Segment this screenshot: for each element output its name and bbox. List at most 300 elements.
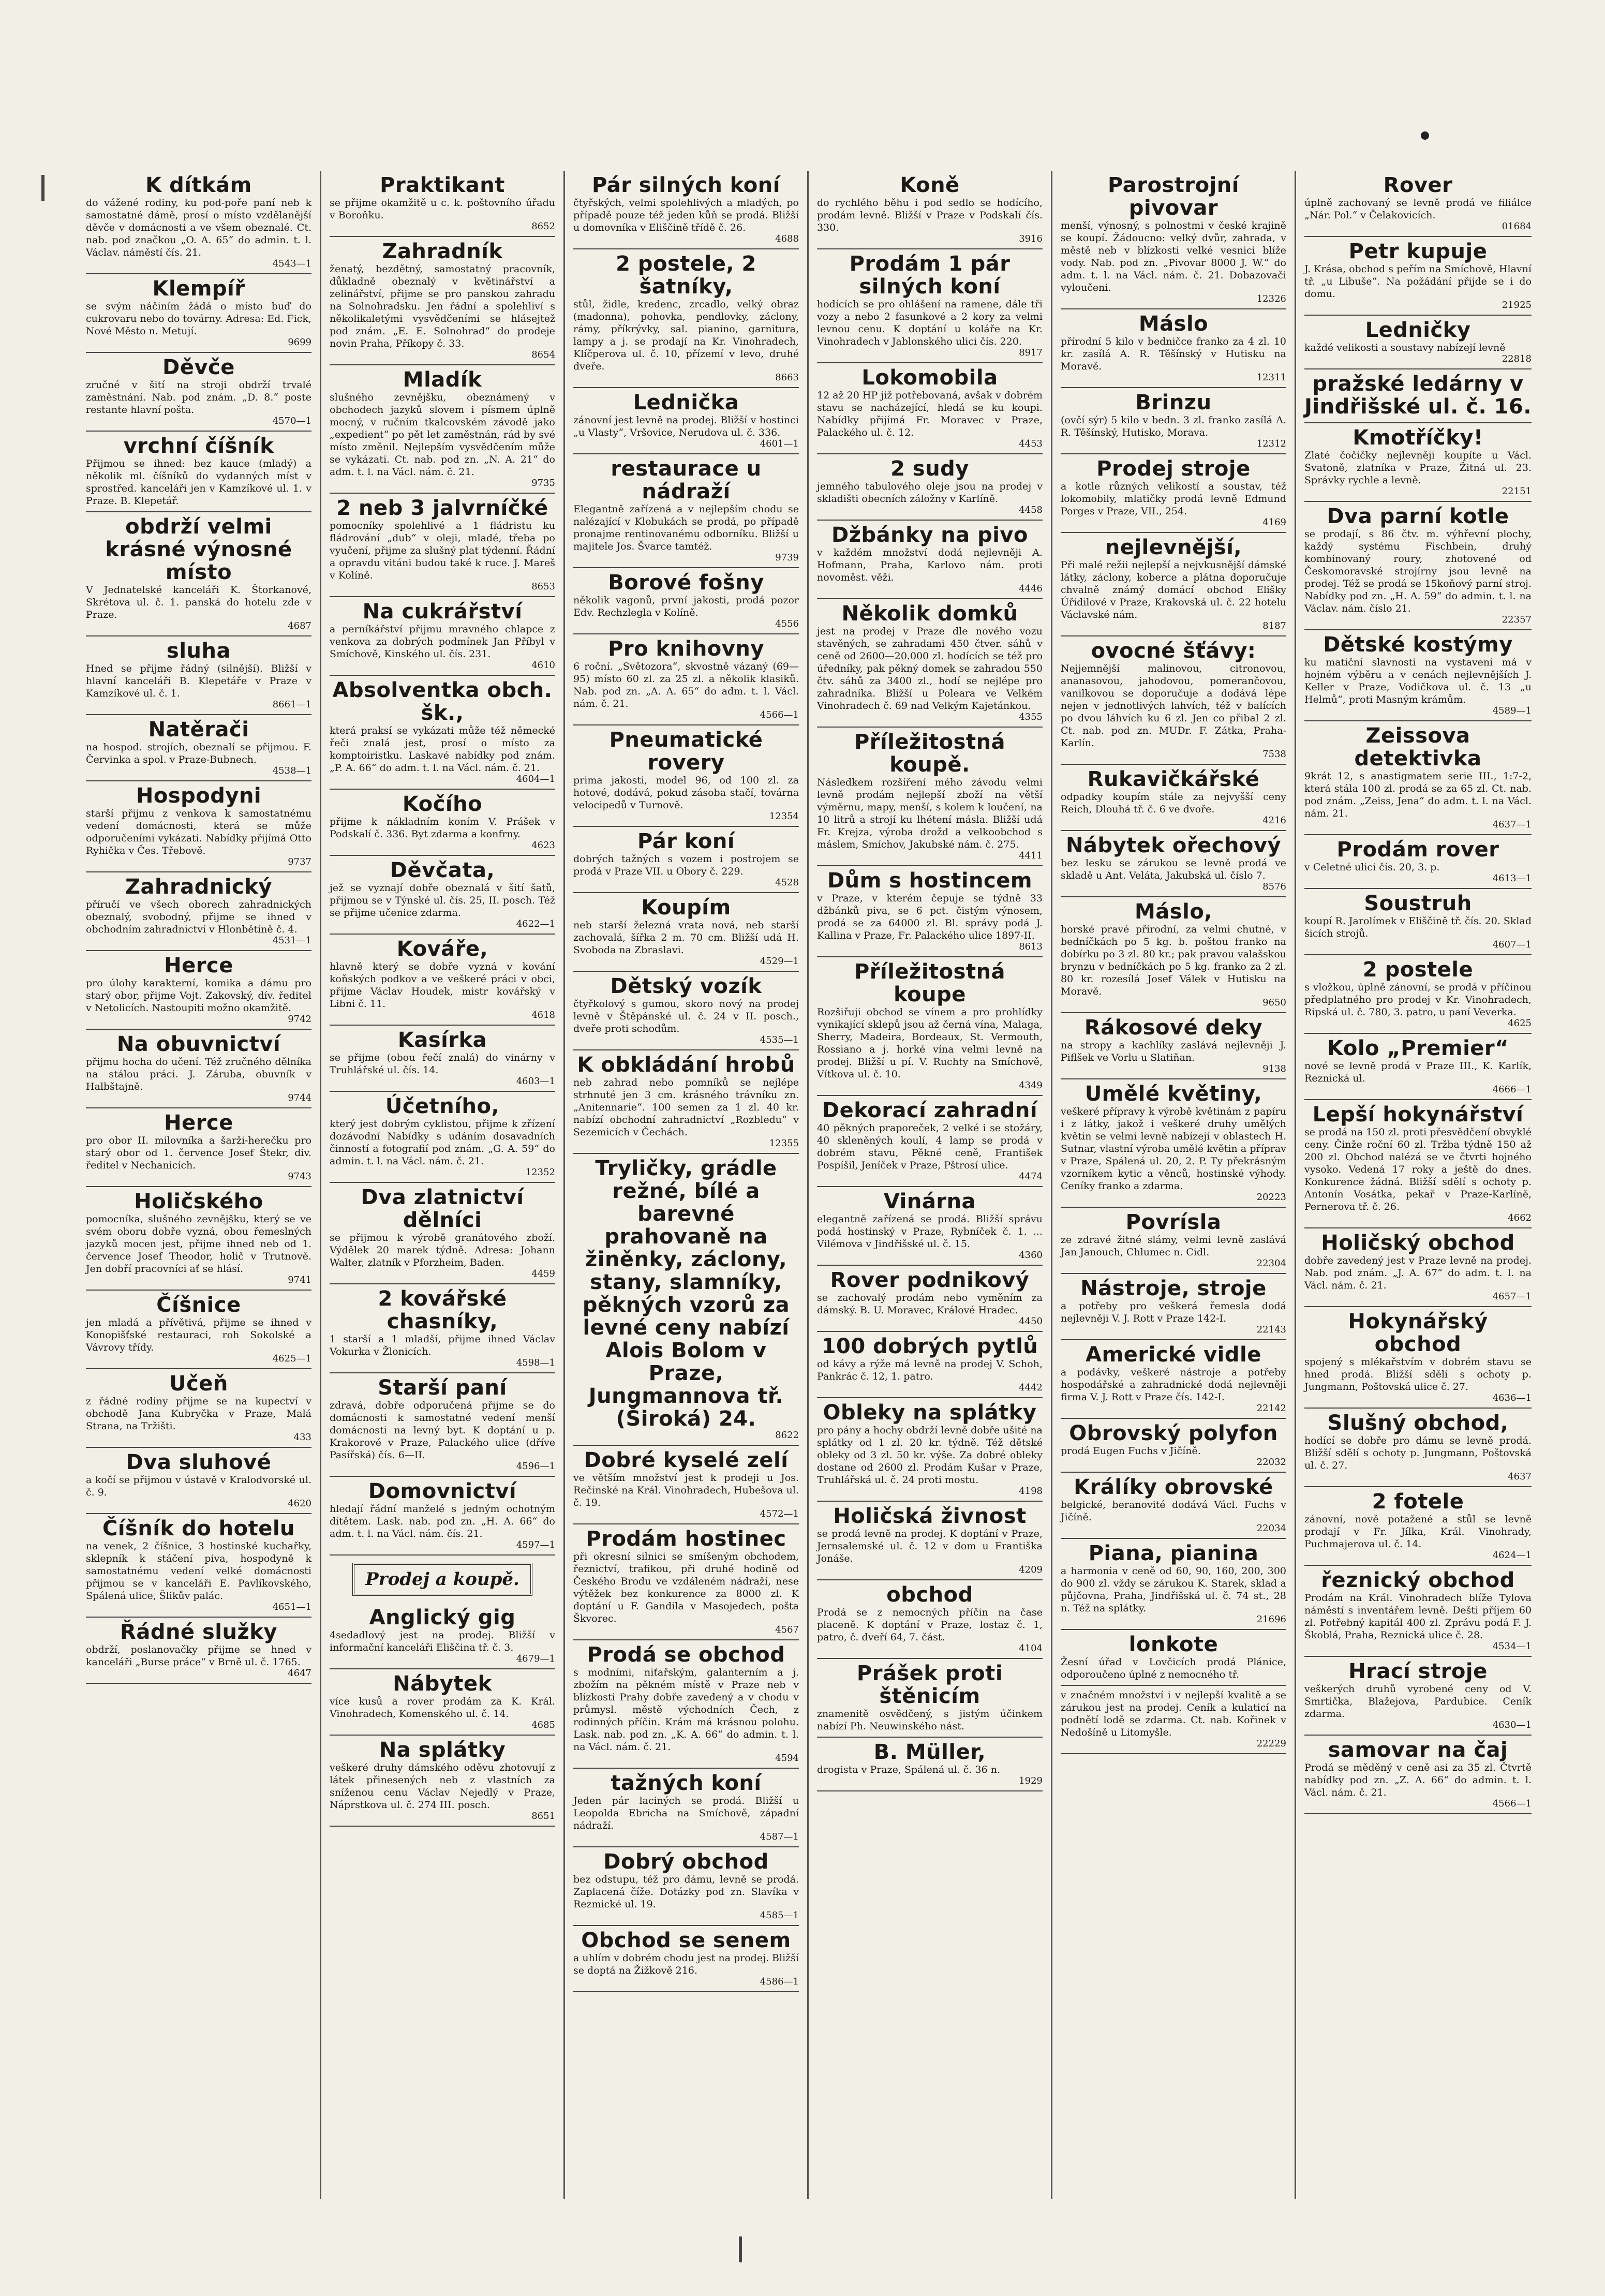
ad-headline: Prášek proti štěnicím xyxy=(856,1662,1003,1708)
classified-ad xyxy=(573,893,799,972)
ad-ref: 8622 xyxy=(775,1430,799,1441)
ad-headline: obchod xyxy=(886,1583,973,1607)
ad-headline: Parostrojní pivovar xyxy=(1108,173,1239,220)
ad-body: 6 roční. „Světozora“, skvostně vázaný (69—95) místo 60 zl. za 25 zl. a několik klasiků. Nab. pod zn. „A. A. 65“ do adm. t. l. Václ. nám. č. 21. xyxy=(573,661,799,709)
ad-body: která praksí se vykázati může též německé řeči znalá jest, prosí o místo za komptoiristku. Laskavé nabídky pod znám. „P. A. 66“ do adm. t. l. na Václ. nám. č. 21. xyxy=(330,725,555,774)
ad-headline: 2 sudy xyxy=(890,457,969,481)
classified-ad xyxy=(86,1514,311,1618)
ad-ref: 4613—1 xyxy=(1492,873,1532,884)
ad-body: s vložkou, úplně zánovní, se prodá v příčinou předplatného pro prodej v Kr. Vinohradech, Ripská ul. č. 780, 3. patro, u paní Veverka. xyxy=(1304,982,1532,1018)
ad-headline: Prodej stroje xyxy=(1096,457,1251,481)
ad-ref: 4685 xyxy=(531,1720,555,1730)
ad-ref: 21925 xyxy=(1502,300,1532,310)
ad-headline: Obchod se senem xyxy=(581,1929,791,1952)
ad-headline: Lepší hokynářství xyxy=(1312,1103,1524,1127)
ad-headline: Rover xyxy=(1383,173,1453,197)
classified-ad xyxy=(573,1640,799,1769)
classified-ad xyxy=(86,715,311,781)
ad-body: veškeré přípravy k výrobě květinám z papíru i z látky, jakož i veškeré druhy umělých květin se velmi levně nabízejí v oblastech H. Sutnar, vlastní výroba umělé květin a příprav v Praze, Spálená ul. 20, 2. P. Ty překrásným vzorníkem kytic a věnců, hostinské výhody. Ceníky franko a zdarma. xyxy=(1061,1106,1286,1192)
ad-ref: 4596—1 xyxy=(516,1461,555,1472)
ad-body: starší přijmu z venkova k samostatnému vedení domácnosti, která se může odporučeními vykázati. Nabídky přijímá Otto Ryhička v Čes. Třebově. xyxy=(86,808,311,856)
classified-ad xyxy=(573,972,799,1050)
ad-ref: 4104 xyxy=(1019,1643,1043,1654)
ad-body: čtyřkolový s gumou, skoro nový na prodej levně v Štěpánské ul. č. 24 v II. posch., dveře proti schodům. xyxy=(573,998,799,1034)
ad-body: na venek, 2 číšnice, 3 hostinské kuchařky, sklepník k stáčení piva, hospodyně k samostatnému vedení velké domácnosti přijmou se v kanceláři E. Pavlíkovského, Spálená ulice, Šlikův palác. xyxy=(86,1540,311,1602)
classified-ad xyxy=(86,171,311,274)
ad-ref: 4570—1 xyxy=(272,416,311,426)
ad-ref: 4598—1 xyxy=(516,1357,555,1368)
ad-headline: Prodám 1 pár silných koní xyxy=(849,252,1010,299)
classified-ad xyxy=(573,1769,799,1847)
ad-body: v Praze, v kterém čepuje se týdně 33 džbánků piva, se 6 pct. čistým výnosem, prodá se za 64000 zl. Bl. správy podá J. Kallina v Praze, Fr. Palackého ulice 1897-II. xyxy=(817,893,1043,941)
classified-ad xyxy=(1061,533,1286,636)
ad-ref: 8187 xyxy=(1262,620,1286,631)
ad-body: koupí R. Jarolímek v Eliščině tř. čís. 20. Sklad šicích strojů. xyxy=(1304,915,1532,939)
ad-headline: Piana, pianina xyxy=(1088,1542,1259,1565)
ad-body: přijmu hocha do učení. Též zručného dělníka na stálou práci. J. Záruba, obuvník v Halbštajně. xyxy=(86,1056,311,1092)
ad-ref: 4531—1 xyxy=(272,935,311,946)
ad-ref: 12311 xyxy=(1256,372,1286,383)
classified-ad xyxy=(86,872,311,951)
columns xyxy=(78,171,1542,2199)
classified-ad xyxy=(573,1926,799,1992)
ad-headline: Absolventka obch. šk., xyxy=(332,678,553,725)
classified-ad xyxy=(330,365,555,494)
ad-ref: 8661—1 xyxy=(272,699,311,710)
ad-headline: Holičského xyxy=(134,1190,263,1213)
classified-ad xyxy=(1304,171,1532,237)
classified-ad xyxy=(330,1669,555,1736)
classified-ad xyxy=(1304,1409,1532,1487)
ad-headline: K dítkám xyxy=(145,173,252,197)
ad-ref: 4534—1 xyxy=(1492,1641,1532,1652)
ad-headline: Herce xyxy=(164,954,233,977)
ad-headline: Anglický gig xyxy=(369,1606,516,1630)
classified-ad xyxy=(1304,1100,1532,1228)
ad-body: na stropy a kachlíky zaslává nejlevněji J. Piflšek ve Vorlu u Slatiňan. xyxy=(1061,1040,1286,1063)
ad-body: do rychlého běhu i pod sedlo se hodícího, prodám levně. Bližší v Praze v Podskalí čís. 330. xyxy=(817,197,1043,233)
classified-ad xyxy=(86,951,311,1030)
ad-headline: Obrovský polyfon xyxy=(1069,1421,1278,1445)
classified-ad xyxy=(330,494,555,597)
ad-headline: Mladík xyxy=(403,368,482,392)
ad-body: a uhlím v dobrém chodu jest na prodej. Bližší se doptá na Žižkově 216. xyxy=(573,1952,799,1976)
classified-ad xyxy=(1061,1340,1286,1419)
ad-body: hodících se pro ohlášení na ramene, dále tři vozy a nebo 2 fasunkové a 2 kory za velmi levnou cenu. K doptání u koláře na Kr. Vinohradech v Jablonského ulici čís. 220. xyxy=(817,299,1043,347)
ad-body: pro obor II. milovníka a šarži-herečku pro starý obor od 1. července Josef Štekr, div. ředitel v Nechanicích. xyxy=(86,1135,311,1171)
ad-ref: 4538—1 xyxy=(272,765,311,776)
ad-headline: Kolo „Premier“ xyxy=(1327,1036,1509,1060)
ad-ref: 4623 xyxy=(531,840,555,851)
ad-ref: 22304 xyxy=(1256,1258,1286,1269)
ad-body: odpadky koupím stále za nejvyšší ceny Reich, Dlouhá tř. č. 6 ve dvoře. xyxy=(1061,791,1286,815)
ad-headline: pražské ledárny v Jindřišské ul. č. 16. xyxy=(1304,372,1532,419)
ad-headline: B. Müller, xyxy=(873,1740,986,1764)
classified-ad xyxy=(573,1524,799,1640)
classified-ad xyxy=(330,1026,555,1092)
ad-headline: Klempíř xyxy=(152,277,245,301)
ad-body: se přijme okamžitě u c. k. poštovního úřadu v Boroňku. xyxy=(330,197,555,221)
ad-ref: 4618 xyxy=(531,1010,555,1020)
classified-ad xyxy=(1304,955,1532,1034)
ad-body: Prodá se měděný v ceně asi za 35 zl. Čtvrtě nabídky pod zn. „Z. A. 66“ do admin. t. l. Václ. nám. č. 21. xyxy=(1304,1762,1532,1798)
ad-headline: Lokomobila xyxy=(861,366,998,390)
classified-ad xyxy=(330,935,555,1026)
ad-headline: Dětské kostýmy xyxy=(1323,633,1513,657)
classified-ad xyxy=(817,1580,1043,1659)
ad-headline: Tryličky, grádle režné, bílé a barevné prahovaně na žiněnky, záclony, stany, slamníky, pěkných vzorů za levné ceny nabízí Alois Bolom v Praze, Jungmannova tř. (Široká) 24. xyxy=(582,1157,790,1431)
ad-ref: 4360 xyxy=(1019,1250,1043,1261)
ad-body: pomocníky spolehlivé a 1 fládristu ku fládrování „dub“ v oleji, mladé, třeba po vyučení, přijme za slušný plat týdenní. Řádní a opravdu vitáni budou také k ruce. J. Mareš v Kolíně. xyxy=(330,520,555,581)
ad-body: obdrží, poslanovačky přijme se hned v kanceláři „Burse práce“ v Brně ul. č. 1765. xyxy=(86,1644,311,1668)
ad-ref: 12355 xyxy=(769,1138,799,1149)
ad-ref: 4637 xyxy=(1508,1471,1532,1482)
ad-body: několik vagonů, první jakosti, prodá pozor Edv. Rechzlegla v Kolíně. xyxy=(573,595,799,618)
ad-headline: obdrží velmi krásné výnosné místo xyxy=(105,515,292,584)
ad-ref: 4411 xyxy=(1019,850,1043,861)
ad-body: prima jakosti, model 96, od 100 zl. za hotové, dodává, pokud zásoba stačí, továrna velocipedů v Turnově. xyxy=(573,775,799,811)
ad-ref: 8652 xyxy=(531,221,555,232)
classified-ad xyxy=(817,866,1043,957)
classified-ad xyxy=(330,1373,555,1477)
ad-body: a perníkářství přijmu mravného chlapce z venkova za dobrých podmínek Jan Příbyl v Smíchově, Kinského ul. čís. 231. xyxy=(330,624,555,660)
classified-ad xyxy=(330,1092,555,1183)
ad-ref: 4453 xyxy=(1019,438,1043,449)
ad-headline: Kasírka xyxy=(397,1028,487,1052)
ad-ref: 4567 xyxy=(775,1624,799,1635)
ad-headline: Řádné služky xyxy=(120,1620,277,1644)
ad-headline: Starší paní xyxy=(378,1376,507,1400)
ad-ref: 4630—1 xyxy=(1492,1720,1532,1730)
ad-body: Prodá se z nemocných příčin na čase placeně. K doptání v Praze, lostaz č. 1, patro, č. dveří 64, 7. část. xyxy=(817,1607,1043,1643)
ad-headline: Dobré kyselé zelí xyxy=(584,1448,789,1472)
ad-body: ve větším množství jest k prodeji u Jos. Rečinské na Král. Vinohradech, Hubešova ul. č. 19. xyxy=(573,1472,799,1508)
ad-ref: 4446 xyxy=(1019,583,1043,594)
ad-body: se svým náčiním žádá o místo buď do cukrovaru nebo do továrny. Adresa: Ed. Fick, Nové Město n. Metují. xyxy=(86,301,311,337)
ad-ref: 01684 xyxy=(1502,221,1532,232)
ad-body: znamenitě osvědčený, s jistým účinkem nabízí Ph. Neuwinského nást. xyxy=(817,1708,1043,1732)
ad-ref: 4589—1 xyxy=(1492,705,1532,716)
ad-ref: 22143 xyxy=(1256,1324,1286,1335)
ad-body: Elegantně zařízená a v nejlepším chodu se nalézající v Klobukách se prodá, po případě pronajme rentinovanému odborníku. Bližší u majitele Jos. Švarce tamtéž. xyxy=(573,503,799,552)
classified-ad xyxy=(573,827,799,893)
ad-headline: Povrísla xyxy=(1125,1210,1222,1234)
ad-headline: Natěrači xyxy=(148,718,249,742)
ad-ref: 8613 xyxy=(1019,941,1043,952)
classified-ad xyxy=(1304,1736,1532,1814)
ad-headline: 100 dobrých pytlů xyxy=(821,1335,1038,1358)
ad-body: na hospod. strojích, obeznalí se přijmou. F. Červinka a spol. v Praze-Bubnech. xyxy=(86,742,311,765)
ad-body: 12 až 20 HP již potřebovaná, avšak v dobrém stavu se nacházející, hledá se ku koupi. Nabídky přijímá Fr. Moravec v Praze, Palackého ul. č. 12. xyxy=(817,390,1043,438)
ad-ref: 9741 xyxy=(288,1275,311,1285)
classified-ad xyxy=(1061,636,1286,765)
ad-body: pro pány a hochy obdrží levně dobře ušité na splátky od 1 zl. 20 kr. týdně. Též dětské obleky od 3 zl. 50 kr. výše. Za dobré obleky dostane od 2600 zl. Prodám Kušar v Praze, Truhlářská ul. č. 24 proti mostu. xyxy=(817,1425,1043,1486)
ad-ref: 4622—1 xyxy=(516,919,555,929)
ad-ref: 7538 xyxy=(1262,749,1286,760)
classified-ad xyxy=(573,388,799,454)
ad-ref: 4566—1 xyxy=(1492,1798,1532,1809)
ad-ref: 4442 xyxy=(1019,1382,1043,1393)
ad-headline: Číšnice xyxy=(156,1293,241,1317)
ad-headline: Vinárna xyxy=(883,1190,976,1213)
ad-headline: Děvčata, xyxy=(390,858,495,882)
ad-ref: 12326 xyxy=(1256,293,1286,304)
classified-ad xyxy=(1304,369,1532,423)
ad-ref: 4459 xyxy=(531,1268,555,1279)
ad-headline: Prodám rover xyxy=(1336,838,1499,862)
ad-body: se prodá na 150 zl. proti přesvědčení obvyklé ceny. Činže roční 60 zl. Tržba týdně 150 až 200 zl. Obchod nalézá se ve čtvrti hojného vysoko. Vedená 17 roky a ještě do dnes. Konkurence žádná. Bližší sdělí s ochoty p. Antonín Vosátka, pekař v Praze-Karlíně, Pernerova tř. č. 26. xyxy=(1304,1127,1532,1212)
ad-body: Zlaté čočičky nejlevněji koupíte u Václ. Svatoně, zlatníka v Praze, Žitná ul. 23. Správky rychle a levně. xyxy=(1304,450,1532,486)
ad-ref: 4625 xyxy=(1508,1018,1532,1029)
ad-headline: Pár koní xyxy=(637,829,735,853)
classified-ad xyxy=(573,1050,799,1154)
ad-body: a kotle různých velikostí a soustav, též lokomobily, mlatičky prodá levně Edmund Porges v Praze, VII., 254. xyxy=(1061,481,1286,517)
classified-ad xyxy=(1304,835,1532,889)
classified-ad xyxy=(817,171,1043,249)
ad-body: drogista v Praze, Spálená ul. č. 36 n. xyxy=(817,1764,1001,1775)
ad-headline: Dva parní kotle xyxy=(1327,505,1509,528)
ad-body: jen mladá a přívětivá, přijme se ihned v Konopišťské restauraci, roh Sokolské a Vávrovy třídy. xyxy=(86,1317,311,1353)
classified-ad xyxy=(330,790,555,856)
ad-headline: Dekorací zahradní xyxy=(822,1099,1038,1122)
ad-ref: 4474 xyxy=(1019,1171,1043,1182)
classified-ad xyxy=(817,599,1043,728)
ad-body: 9krát 12, s anastigmatem serie III., 1:7-2, která stála 100 zl. prodá se za 65 zl. Ct. nab. pod znám. „Zeiss, Jena“ do adm. t. l. na Václ. nám. 21. xyxy=(1304,771,1532,819)
classified-ad xyxy=(573,171,799,249)
ad-ref: 12312 xyxy=(1256,438,1286,449)
classified-ad xyxy=(1061,1630,1286,1686)
ad-body: zručné v šití na stroji obdrží trvalé zaměstnání. Nab. pod znám. „D. 8.“ poste restante hlavní pošta. xyxy=(86,379,311,416)
classified-ad xyxy=(86,1030,311,1108)
ad-ref: 4637—1 xyxy=(1492,819,1532,830)
ad-headline: řeznický obchod xyxy=(1321,1568,1515,1592)
ad-headline: Příležitostná koupe xyxy=(854,960,1006,1006)
ad-ref: 9699 xyxy=(288,337,311,348)
ad-body: který jest dobrým cyklistou, přijme k zřízení dozávodní Nabídky s udáním dosavadních činností a fotografií pod znám. „G. A. 59“ do admin. t. l. na Václ. nám. č. 21. xyxy=(330,1118,555,1167)
classified-ad xyxy=(1061,897,1286,1013)
ad-headline: Zeissova detektivka xyxy=(1354,724,1482,771)
ad-body: zdravá, dobře odporučená přijme se do domácnosti k samostatné vedení menší domácnosti na levný byt. K doptání u p. Krakorové v Praze, Palackého ulice (dříve Pasířská) čís. 6—II. xyxy=(330,1400,555,1461)
ad-body: ženatý, bezdětný, samostatný pracovník, důkladně obeznalý v květinářství a zelinářství, přijme se pro panskou zahradu na Solnohradsku. Jen řádní a spolehliví s několikaletými vysvědčeními se hlásejtež pod znám. „E. E. Solnohrad“ do prodeje novin Praha, Příkopy č. 33. xyxy=(330,263,555,349)
classified-ad xyxy=(1061,171,1286,309)
column-3 xyxy=(565,171,809,2199)
ad-headline: Kmotříčky! xyxy=(1353,426,1483,450)
column-6 xyxy=(1296,171,1540,2199)
ad-headline: Máslo, xyxy=(1135,900,1212,924)
classified-ad xyxy=(1304,1228,1532,1307)
ad-body: prodá Eugen Fuchs v Jičíně. xyxy=(1061,1445,1201,1457)
ad-headline: Nábytek ořechový xyxy=(1065,834,1282,857)
ad-body: při okresní silnici se smíšeným obchodem, řeznictví, trafikou, při druhé hodině od Českého Brodu ve vzdáleném nádraží, nese výtěžek bez konkurence za 8000 zl. K doptání u F. Gandila v Masojedech, pošta Škvorec. xyxy=(573,1551,799,1624)
classified-ad xyxy=(573,725,799,827)
ad-body: Jeden pár laciných se prodá. Bližší u Leopolda Ebricha na Smíchově, západní nádraží. xyxy=(573,1795,799,1831)
classified-ad xyxy=(86,1448,311,1514)
classified-ad xyxy=(1304,721,1532,835)
classified-ad xyxy=(330,1603,555,1669)
ad-headline: Borové fošny xyxy=(608,571,764,595)
classified-ad xyxy=(330,237,555,365)
ad-headline: vrchní číšník xyxy=(123,434,274,458)
ad-ref: 4535—1 xyxy=(760,1034,799,1045)
ad-headline: Rákosové deky xyxy=(1084,1016,1263,1040)
classified-ad xyxy=(817,521,1043,599)
column-2 xyxy=(321,171,565,2199)
ad-headline: 2 postele xyxy=(1362,958,1474,982)
ad-ref: 22151 xyxy=(1502,486,1532,497)
ad-body: dobrých tažných s vozem i postrojem se prodá v Praze VII. u Obory č. 229. xyxy=(573,853,799,877)
ad-ref: 4666—1 xyxy=(1492,1084,1532,1095)
classified-ad xyxy=(817,957,1043,1096)
ad-headline: Americké vidle xyxy=(1086,1343,1261,1367)
ad-body: V Jednatelské kanceláři K. Štorkanové, Skrétova ul. č. 1. panská do hotelu zde v Praze. xyxy=(86,584,311,620)
ad-headline: Králíky obrovské xyxy=(1074,1475,1273,1499)
ad-headline: Pár silných koní xyxy=(592,173,780,197)
ad-body: J. Krása, obchod s peřím na Smíchově, Hlavní tř. „u Libuše“. Na požádání přijde se i do domu. xyxy=(1304,263,1532,300)
classified-ad xyxy=(817,1659,1043,1738)
ad-ref: 4688 xyxy=(775,233,799,244)
ad-body: neb starší železná vrata nová, neb starší zachovalá, šířka 2 m. 70 cm. Bližší udá H. Svoboda na Zbraslavi. xyxy=(573,920,799,956)
ad-body: bez lesku se zárukou se levně prodá ve skladě u Ant. Veláta, Jakubská ul. číslo 7. xyxy=(1061,857,1286,881)
classified-ad xyxy=(1061,388,1286,454)
classified-ad xyxy=(573,454,799,568)
ad-body: přírodní 5 kilo v bedničce franko za 4 zl. 10 kr. zasílá A. R. Těšínský v Hutisku na Moravě. xyxy=(1061,336,1286,372)
ad-body: z řádné rodiny přijme se na kupectví v obchodě Jana Kubryčka v Praze, Malá Strana, na Tržišti. xyxy=(86,1396,311,1432)
ad-headline: K obkládání hrobů xyxy=(577,1053,795,1077)
ad-body: v Celetné ulici čís. 20, 3. p. xyxy=(1304,862,1440,873)
ad-body: a potřeby pro veškerá řemesla dodá nejlevněji V. J. Rott v Praze 142-I. xyxy=(1061,1300,1286,1324)
ad-headline: Holičský obchod xyxy=(1321,1231,1515,1255)
classified-ad xyxy=(573,249,799,388)
ad-body: jež se vyznají dobře obeznalá v šití šatů, přijmou se v Týnské ul. čís. 25, II. posch. Též se přijme učenice zdarma. xyxy=(330,882,555,919)
classified-ad xyxy=(330,1183,555,1284)
ad-ref: 4458 xyxy=(1019,505,1043,515)
ad-ref: 4543—1 xyxy=(272,258,311,269)
ad-headline: Prodá se obchod xyxy=(587,1643,785,1667)
classified-ad xyxy=(1061,1419,1286,1473)
ad-ref: 22142 xyxy=(1256,1403,1286,1414)
ad-headline: Máslo xyxy=(1138,312,1209,336)
ad-body: jest na prodej v Praze dle nového vozu stavěných, se zahradami 450 čtver. sáhů v ceně od 2600—20.000 zl. hodících se též pro úředníky, pak pěkný domek se zahradou 550 čtv. sáhů za 3400 zl., hodí se nejlépe pro zahradníka. Bližší u Poleara ve Velkém Vinohradech č. 69 nad Velkým Kajetánkou. xyxy=(817,626,1043,712)
ad-headline: Číšník do hotelu xyxy=(102,1517,295,1540)
ad-body: menší, výnosný, s polnostmi v české krajině se koupí. Žádoucno: velký dvůr, zahrada, v městě neb v blízkosti velké vesnici blíže vody. Nab. pod zn. „Pivovar 8000 J. W.“ do adm. t. l. na Václ. nám. č. 21. Dobazovači vyloučeni. xyxy=(1061,220,1286,293)
ad-ref: 4198 xyxy=(1019,1486,1043,1497)
ad-ref: 4597—1 xyxy=(516,1539,555,1550)
ad-ref: 4216 xyxy=(1262,815,1286,826)
classified-ad xyxy=(1061,1473,1286,1539)
ad-body: Při malé režii nejlepší a nejvkusnější dámské látky, záclony, koberce a plátna doporučuje chvalně známý domácí obchod Elišky Úřidilové v Praze, Krakovská ul. č. 22 hotelu Václavské nám. xyxy=(1061,559,1286,620)
ad-headline: nejlevnější, xyxy=(1105,536,1242,559)
ad-body: do vážené rodiny, ku pod-poře paní neb k samostatné dámě, prosí o místo vzdělanější děvče v domácnosti a ve všem obeznalé. Ct. nab. pod značkou „O. A. 65“ do admin. t. l. Václav. náměstí čís. 21. xyxy=(86,197,311,258)
classified-ad xyxy=(1061,309,1286,388)
ad-body: jemného tabulového oleje jsou na prodej v skladišti obecních záložny v Karlíně. xyxy=(817,481,1043,505)
classified-ad xyxy=(1061,1274,1286,1340)
ad-body: dobře zavedený jest v Praze levně na prodej. Nab. pod znám. „J. A. 67“ do adm. t. l. na Václ. nám. č. 21. xyxy=(1304,1255,1532,1291)
column-5 xyxy=(1052,171,1296,2199)
ad-headline: Obleky na splátky xyxy=(823,1401,1037,1425)
ad-headline: Nástroje, stroje xyxy=(1080,1277,1267,1300)
classified-ad xyxy=(86,781,311,872)
ad-ref: 4604—1 xyxy=(516,774,555,784)
classified-ad xyxy=(330,597,555,676)
classified-ad xyxy=(1061,1686,1286,1754)
classified-ad xyxy=(1061,1539,1286,1630)
ad-headline: Herce xyxy=(164,1111,233,1135)
ad-headline: Rukavičkářské xyxy=(1087,767,1260,791)
ad-body: se prodá levně na prodej. K doptání v Praze, Jernsalemské ul. č. 12 v dom u Františka Jonáše. xyxy=(817,1528,1043,1564)
classified-ad xyxy=(86,1369,311,1448)
ad-ref: 8654 xyxy=(531,349,555,360)
ad-body: Nejjemnější malinovou, citronovou, ananasovou, jahodovou, pomerančovou, vanilkovou se doporučuje a dodává lépe nejen v jednotlivých lahvích, též v balících po dvou láhvích ku 6 zl. Jen co přibal 2 zl. Ct. nab. pod zn. MUDr. F. Zátka, Praha-Karlín. xyxy=(1061,663,1286,749)
ad-body: (ovčí sýr) 5 kilo v bedn. 3 zl. franko zasílá A. R. Těšínský, Hutisko, Morava. xyxy=(1061,414,1286,438)
ad-body: Žesní úřad v Lovčicích prodá Plánice, odporoučeno úplné z nemocného tř. xyxy=(1061,1656,1286,1680)
ad-headline: Hospodyni xyxy=(136,784,262,808)
ad-headline: Na cukrářství xyxy=(362,600,523,624)
ad-ref: 433 xyxy=(293,1432,311,1443)
ad-body: v každém množství dodá nejlevněji A. Hofmann, Praha, Karlovo nám. proti novoměst. věži. xyxy=(817,547,1043,583)
ad-body: veškeré druhy dámského oděvu zhotovují z látek přinesených neb z vlastních za sníženou cenu Václav Nejedlý v Praze, Náprstkova ul. č. 274 III. posch. xyxy=(330,1762,555,1811)
ad-body: od kávy a rýže má levně na prodej V. Schoh, Pankrác č. 12, 1. patro. xyxy=(817,1358,1043,1382)
ad-headline: restaurace u nádraží xyxy=(611,457,762,503)
classified-ad xyxy=(1304,423,1532,502)
ad-body: nové se levně prodá v Praze III., K. Karlík, Reznická ul. xyxy=(1304,1060,1532,1084)
classified-ad xyxy=(817,249,1043,363)
ad-body: hodící se dobře pro dámu se levně prodá. Bližší sdělí s ochoty p. Jungmann, Poštovská ul. č. 27. xyxy=(1304,1435,1532,1471)
section-banner: Prodej a koupě. xyxy=(352,1563,532,1596)
ad-headline: Ledničky xyxy=(1365,318,1471,342)
ad-headline: Dva sluhové xyxy=(126,1450,272,1474)
ad-headline: Džbánky na pivo xyxy=(831,523,1028,547)
ad-ref: 8651 xyxy=(531,1811,555,1821)
ad-ref: 4585—1 xyxy=(760,1910,799,1921)
ad-ref: 4603—1 xyxy=(516,1076,555,1087)
ad-headline: Příležitostná koupě. xyxy=(854,730,1006,777)
ad-ref: 4636—1 xyxy=(1492,1393,1532,1403)
ad-ref: 9737 xyxy=(288,856,311,867)
ad-headline: Slušný obchod, xyxy=(1327,1411,1509,1435)
ad-headline: Dobrý obchod xyxy=(603,1850,769,1874)
ad-headline: Hrací stroje xyxy=(1348,1660,1488,1683)
ad-body: Hned se přijme řádný (silnější). Bližší v hlavní kanceláři B. Klepetáře v Praze v Kamzíkové ul. č. 1. xyxy=(86,663,311,699)
classified-ad xyxy=(330,856,555,935)
ad-body: neb zahrad nebo pomníků se nejlépe strhnuté jen 3 cm. krásného trávníku zn. „Anitennarie“. 100 semen za 1 zl. 40 kr. nabízí obchodní zahradnictví „Rozbledu“ v Sezemicích v Čechách. xyxy=(573,1077,799,1138)
ad-ref: 21696 xyxy=(1256,1614,1286,1625)
ad-body: více kusů a rover prodám za K. Král. Vinohradech, Komenského ul. č. 14. xyxy=(330,1696,555,1720)
ad-body: zánovní jest levně na prodej. Bližší v hostinci „u Vlasty“, Vršovice, Nerudova ul. č. 336. xyxy=(573,414,799,438)
classified-ad xyxy=(1304,1307,1532,1409)
ad-ref: 22034 xyxy=(1256,1523,1286,1534)
ad-body: pro úlohy karakterní, komika a dámu pro starý obor, přijme Vojt. Zakovský, dív. ředitel v Netolicích. Nastoupiti možno okamžitě. xyxy=(86,977,311,1014)
ad-ref: 9743 xyxy=(288,1171,311,1182)
ad-headline: Dva zlatnictví dělníci xyxy=(361,1186,524,1232)
ad-body: veškerých druhů vyrobené ceny od V. Smrtička, Blažejova, Pardubice. Ceník zdarma. xyxy=(1304,1683,1532,1720)
classified-ad xyxy=(817,1187,1043,1266)
classified-ad xyxy=(1304,1657,1532,1736)
ad-ref: 4450 xyxy=(1019,1316,1043,1327)
classified-ad xyxy=(573,1154,799,1446)
ad-ref: 4528 xyxy=(775,877,799,888)
ad-headline: Zahradnický xyxy=(125,875,272,899)
ad-headline: Kováře, xyxy=(396,937,488,961)
ad-body: a harmonia v ceně od 60, 90, 160, 200, 300 do 900 zl. vždy se zárukou K. Starek, sklad a půjčovna, Praha, Jindřišská ul. č. 74 st., 28 n. Též na splátky. xyxy=(1061,1565,1286,1614)
ad-ref: 8663 xyxy=(775,372,799,383)
ad-headline: Děvče xyxy=(162,355,235,379)
classified-ad xyxy=(1304,237,1532,316)
ad-headline: Kočího xyxy=(402,792,483,816)
ad-headline: ovocné šťávy: xyxy=(1091,639,1256,663)
classified-ad xyxy=(1304,889,1532,955)
ad-headline: Praktikant xyxy=(380,173,505,197)
ad-body: hlavně který se dobře vyzná v kování koňských podkov a ve veškeré práci v obci, přijme Václav Houdek, mistr kovářský v Libni č. 11. xyxy=(330,961,555,1010)
